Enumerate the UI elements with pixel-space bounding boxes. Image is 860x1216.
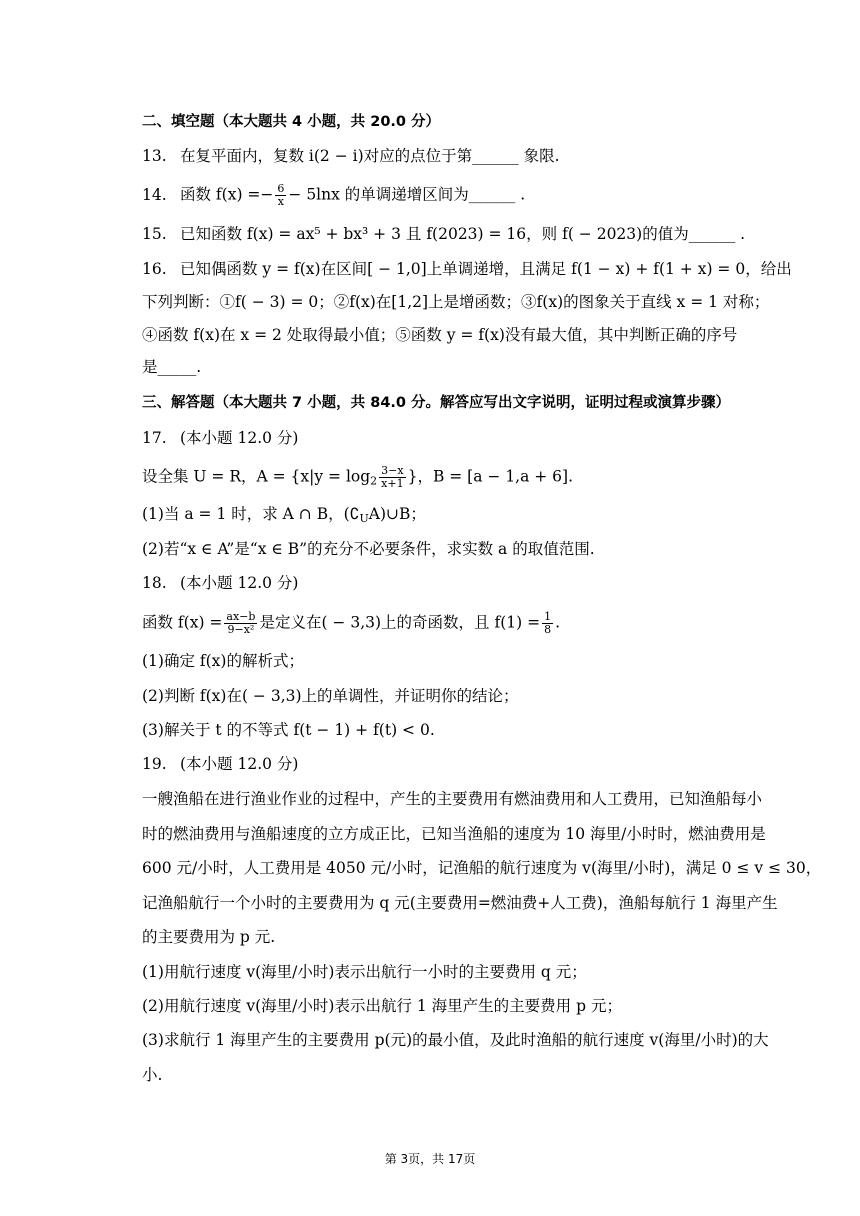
section-3-heading: 三、解答题（本大题共 7 小题，共 84.0 分。解答应写出文字说明，证明过程或演算步骤）: [142, 395, 731, 411]
question-19-line-2: 时的燃油费用与渔船速度的立方成正比，已知当渔船的速度为 10 海里/小时时，燃油费用是: [142, 825, 766, 843]
question-19-header: [142, 754, 760, 774]
fraction: [542, 611, 553, 636]
question-text-post: − 5lnx 的单调递增区间为______ .: [288, 185, 526, 204]
setup-text-post: .: [555, 613, 561, 632]
question-19-part-3: (3)求航行 1 海里产生的主要费用 p(元)的最小值，及此时渔船的航行速度 v(海里/小时)的大: [142, 1031, 769, 1049]
question-number: 19.: [142, 755, 167, 773]
question-number: 18.: [142, 574, 167, 592]
question-score: (本小题 12.0 分): [180, 429, 299, 447]
setup-text-mid: 是定义在( − 3,3)上的奇函数，且 f(1) =: [259, 613, 541, 632]
question-16-line-1: [142, 259, 792, 279]
question-19-part-1: (1)用航行速度 v(海里/小时)表示出航行一小时的主要费用 q 元；: [142, 963, 587, 981]
question-number: 13.: [142, 147, 167, 165]
setup-text-post: }，B = [a − 1,a + 6].: [407, 467, 574, 486]
question-19-part-3-continued: 小.: [142, 1066, 163, 1084]
question-19-line-1: 一艘渔船在进行渔业作业的过程中，产生的主要费用有燃油费用和人工费用，已知渔船每小: [142, 790, 763, 808]
question-15: [142, 224, 760, 244]
question-17-part-2: (2)若“x ∈ A”是“x ∈ B”的充分不必要条件，求实数 a 的取值范围.: [142, 540, 595, 558]
question-17-header: [142, 428, 760, 448]
fraction-denominator: 8: [544, 623, 552, 636]
question-18-part-2: (2)判断 f(x)在( − 3,3)上的单调性，并证明你的结论；: [142, 687, 519, 705]
question-19-line-4: 记渔船航行一个小时的主要费用为 q 元(主要费用=燃油费+人工费)，渔船每航行 1 海里产生: [142, 894, 778, 912]
question-score: (本小题 12.0 分): [180, 755, 299, 773]
fraction-denominator: x: [277, 195, 285, 208]
question-18-part-1: (1)确定 f(x)的解析式；: [142, 652, 304, 670]
log-base: 2: [370, 474, 378, 488]
fraction-numerator: 1: [544, 610, 552, 623]
question-16-line-2: 下列判断：①f( − 3) = 0；②f(x)在[1,2]上是增函数；③f(x)的图象关于直线 x = 1 对称；: [142, 293, 770, 311]
fraction-denominator: 9−x²: [227, 623, 255, 636]
question-17-part-1: [142, 504, 760, 529]
question-text: 在复平面内，复数 i(2 − i)对应的点位于第______ 象限.: [180, 147, 560, 165]
question-text: 已知偶函数 y = f(x)在区间[ − 1,0]上单调递增，且满足 f(1 − x) + f(1 + x) = 0，给出: [180, 260, 792, 278]
question-18-part-3: (3)解关于 t 的不等式 f(t − 1) + f(t) < 0.: [142, 721, 435, 739]
setup-text-pre: 设全集 U = R，A = {x|y = log: [142, 467, 371, 486]
fraction: [379, 465, 405, 490]
fraction-denominator: x+1: [381, 477, 404, 490]
fraction: [275, 183, 286, 208]
question-19-line-3: 600 元/小时，人工费用是 4050 元/小时，记渔船的航行速度为 v(海里/小时)，满足 0 ≤ v ≤ 30，: [142, 859, 822, 877]
question-number: 15.: [142, 225, 167, 243]
question-14: [142, 183, 760, 208]
question-17-setup: [142, 465, 760, 492]
question-18-setup: [142, 611, 760, 636]
fraction-numerator: 3−x: [381, 464, 404, 477]
part-text-post: A)∪B；: [368, 505, 426, 523]
question-19-part-2: (2)用航行速度 v(海里/小时)表示出航行 1 海里产生的主要费用 p 元；: [142, 997, 622, 1015]
fraction: [224, 611, 257, 636]
question-number: 16.: [142, 260, 167, 278]
section-2-heading: 二、填空题（本大题共 4 小题，共 20.0 分）: [142, 114, 441, 130]
question-16-line-3: ④函数 f(x)在 x = 2 处取得最小值；⑤函数 y = f(x)没有最大值，其中判断正确的序号: [142, 326, 738, 344]
fraction-numerator: 6: [277, 182, 285, 195]
question-18-header: [142, 573, 760, 593]
question-text: 已知函数 f(x) = ax⁵ + bx³ + 3 且 f(2023) = 16，则 f( − 2023)的值为______ .: [180, 225, 746, 243]
question-text-pre: 函数 f(x) =−: [180, 185, 274, 204]
question-number: 17.: [142, 429, 167, 447]
question-13: [142, 146, 760, 166]
question-number: 14.: [142, 185, 167, 204]
question-score: (本小题 12.0 分): [180, 574, 299, 592]
question-16-line-4: 是_____.: [142, 358, 202, 376]
page-footer: 第 3页，共 17页: [384, 1152, 476, 1166]
fraction-numerator: ax−b: [226, 610, 256, 623]
setup-text-pre: 函数 f(x) =: [142, 613, 223, 632]
complement-subscript: U: [359, 512, 369, 525]
part-text-pre: (1)当 a = 1 时，求 A ∩ B，(∁: [142, 505, 360, 523]
question-19-line-5: 的主要费用为 p 元.: [142, 928, 276, 946]
